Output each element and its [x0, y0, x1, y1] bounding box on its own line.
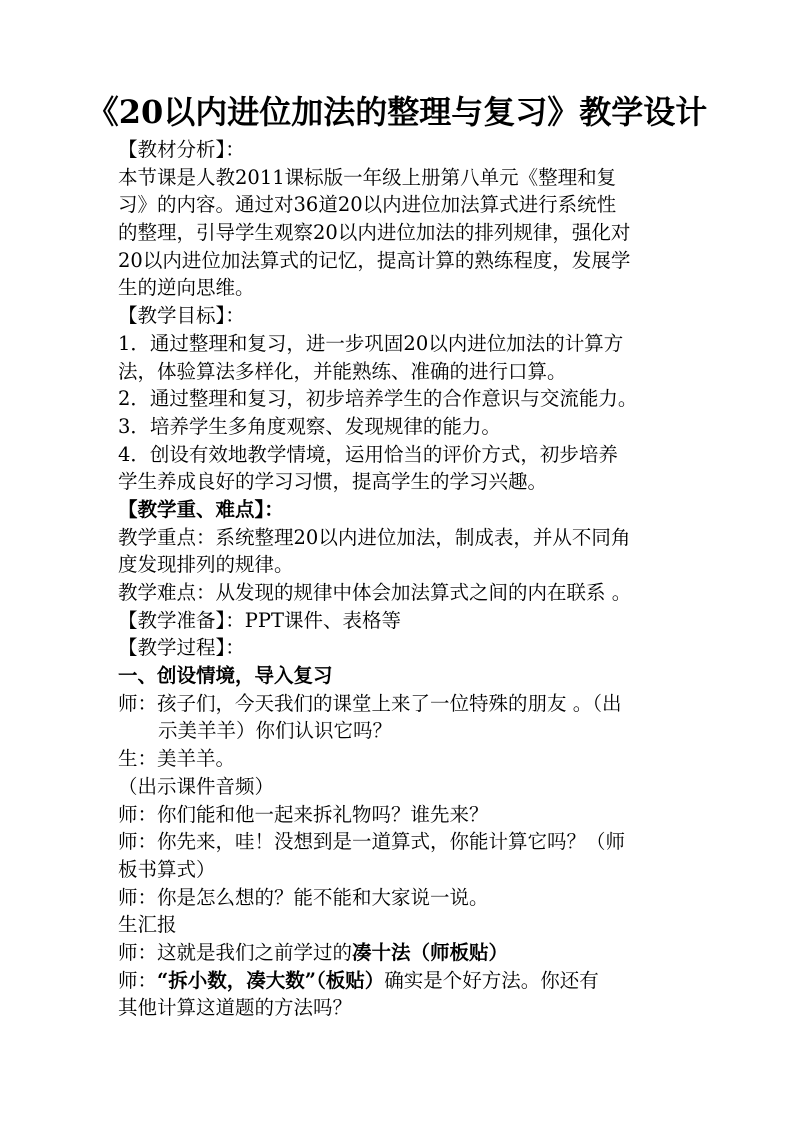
- paragraph-line: 的整理，引导学生观察20以内进位加法的排列规律，强化对: [118, 221, 631, 245]
- line-bold: “拆小数，凑大数”（板贴）: [157, 968, 385, 992]
- paragraph-line: 习》的内容。通过对36道20以内进位加法算式进行系统性: [118, 193, 617, 217]
- line-prefix: 师：这就是我们之前学过的: [118, 940, 353, 964]
- line-suffix: 确实是个好方法。你还有: [384, 968, 599, 992]
- section-heading: 一、创设情境，导入复习: [118, 664, 333, 688]
- line-prefix: 师：: [118, 968, 158, 992]
- document-title: 《20以内进位加法的整理与复习》教学设计: [86, 93, 708, 131]
- paragraph-line: 生：美羊羊。: [118, 747, 236, 771]
- paragraph-line: 生汇报: [118, 913, 177, 937]
- paragraph-line: [118, 939, 678, 967]
- line-bold: 凑十法（师板贴）: [352, 940, 509, 964]
- paragraph-line: [118, 967, 678, 995]
- paragraph-line: 【教材分析】：: [118, 138, 245, 161]
- paragraph-line: 3．培养学生多角度观察、发现规律的能力。: [118, 414, 501, 438]
- paragraph-line: 4．创设有效地教学情境，运用恰当的评价方式，初步培养: [118, 442, 618, 466]
- paragraph-line: 师：孩子们，今天我们的课堂上来了一位特殊的朋友 。（出: [118, 691, 622, 715]
- paragraph-line: 【教学目标】：: [118, 304, 245, 328]
- paragraph-line: 师：你先来，哇！没想到是一道算式，你能计算它吗？（师: [118, 830, 626, 854]
- paragraph-line: 教学重点：系统整理20以内进位加法，制成表，并从不同角: [118, 525, 631, 549]
- paragraph-line: 2．通过整理和复习，初步培养学生的合作意识与交流能力。: [118, 387, 638, 411]
- paragraph-line: （出示课件音频）: [118, 774, 275, 798]
- paragraph-line: 示美羊羊）你们认识它吗？: [158, 719, 393, 743]
- paragraph-line: 师：你们能和他一起来拆礼物吗？谁先来？: [118, 802, 489, 826]
- paragraph-line: 生的逆向思维。: [118, 276, 255, 300]
- paragraph-line: 教学难点：从发现的规律中体会加法算式之间的内在联系 。: [118, 581, 632, 604]
- document-body: [118, 136, 678, 1022]
- section-heading: 【教学重、难点】：: [118, 497, 284, 521]
- paragraph-line: 1．通过整理和复习，进一步巩固20以内进位加法的计算方: [118, 331, 624, 355]
- paragraph-line: 度发现排列的规律。: [118, 553, 294, 577]
- paragraph-line: 板书算式）: [118, 857, 216, 881]
- paragraph-line: 【教学过程】：: [118, 636, 245, 660]
- paragraph-line: 师：你是怎么想的？能不能和大家说一说。: [118, 885, 489, 909]
- document-lines: [118, 136, 678, 939]
- paragraph-line: 20以内进位加法算式的记忆，提高计算的熟练程度，发展学: [118, 248, 631, 272]
- paragraph-line: 学生养成良好的学习习惯，提高学生的学习兴趣。: [118, 470, 548, 494]
- paragraph-line: 本节课是人教2011课标版一年级上册第八单元《整理和复: [118, 165, 617, 189]
- paragraph-line: 其他计算这道题的方法吗？: [118, 996, 353, 1020]
- paragraph-line: 【教学准备】：PPT课件、表格等: [118, 608, 401, 632]
- paragraph-line: 法，体验算法多样化，并能熟练、准确的进行口算。: [118, 359, 567, 383]
